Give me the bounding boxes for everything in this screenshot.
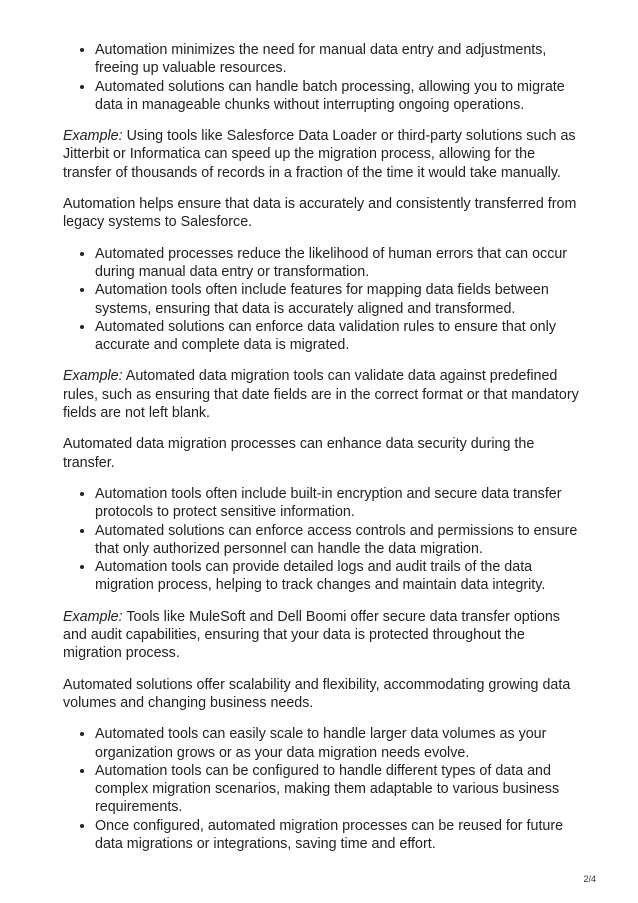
list-item: • Automation tools often include features for mapping data fields between systems, ensuring that data is accurately aligned and transformed. [95,281,583,318]
bullet-list-accuracy [63,245,583,355]
bullet-list-scalability [63,725,583,853]
example-label: Example: [63,608,123,625]
example-text: Tools like MuleSoft and Dell Boomi offer secure data transfer options and audit capabilities, ensuring that your data is protected throughout the migration process. [63,608,560,662]
bullet-list-security [63,485,583,595]
paragraph-security: Automated data migration processes can enhance data security during the transfer. [63,436,535,471]
list-item: • Automated solutions can enforce access controls and permissions to ensure that only authorized personnel can handle the data migration. [95,522,583,559]
document-body [63,41,583,853]
list-item: • Automation tools can provide detailed logs and audit trails of the data migration process, helping to track changes and maintain data integrity. [95,558,583,595]
example-text: Using tools like Salesforce Data Loader or third-party solutions such as Jitterbit or Informatica can speed up the migration process, allowing for the transfer of thousands of records in a fraction of the time it would take manually. [63,128,576,181]
list-item: • Automated solutions can handle batch processing, allowing you to migrate data in manageable chunks without interrupting ongoing operations. [95,78,583,115]
example-label: Example: [63,128,123,145]
list-item: • Automated tools can easily scale to handle larger data volumes as your organization grows or as your data migration needs evolve. [95,725,583,762]
example-paragraph [63,608,583,663]
paragraph-scalability: Automated solutions offer scalability and flexibility, accommodating growing data volumes and changing business needs. [63,676,571,711]
list-item: • Automation tools can be configured to handle different types of data and complex migration scenarios, making them adaptable to various business requirements. [95,762,583,817]
page-number: 2/4 [583,874,596,884]
bullet-list-efficiency [63,41,583,114]
example-text: Automated data migration tools can validate data against predefined rules, such as ensuring that date fields are in the correct format or that mandatory fields are not left blank. [63,368,579,422]
example-paragraph [63,367,583,422]
list-item: • Automated solutions can enforce data validation rules to ensure that only accurate and complete data is migrated. [95,318,583,355]
list-item: • Automated processes reduce the likelihood of human errors that can occur during manual data entry or transformation. [95,245,583,282]
example-label: Example: [63,368,123,385]
list-item: • Automation tools often include built-in encryption and secure data transfer protocols to protect sensitive information. [95,485,583,522]
list-item: • Automation minimizes the need for manual data entry and adjustments, freeing up valuable resources. [95,41,583,78]
paragraph-accuracy: Automation helps ensure that data is accurately and consistently transferred from legacy systems to Salesforce. [63,196,577,231]
list-item: • Once configured, automated migration processes can be reused for future data migrations or integrations, saving time and effort. [95,817,583,854]
example-paragraph [63,127,583,182]
